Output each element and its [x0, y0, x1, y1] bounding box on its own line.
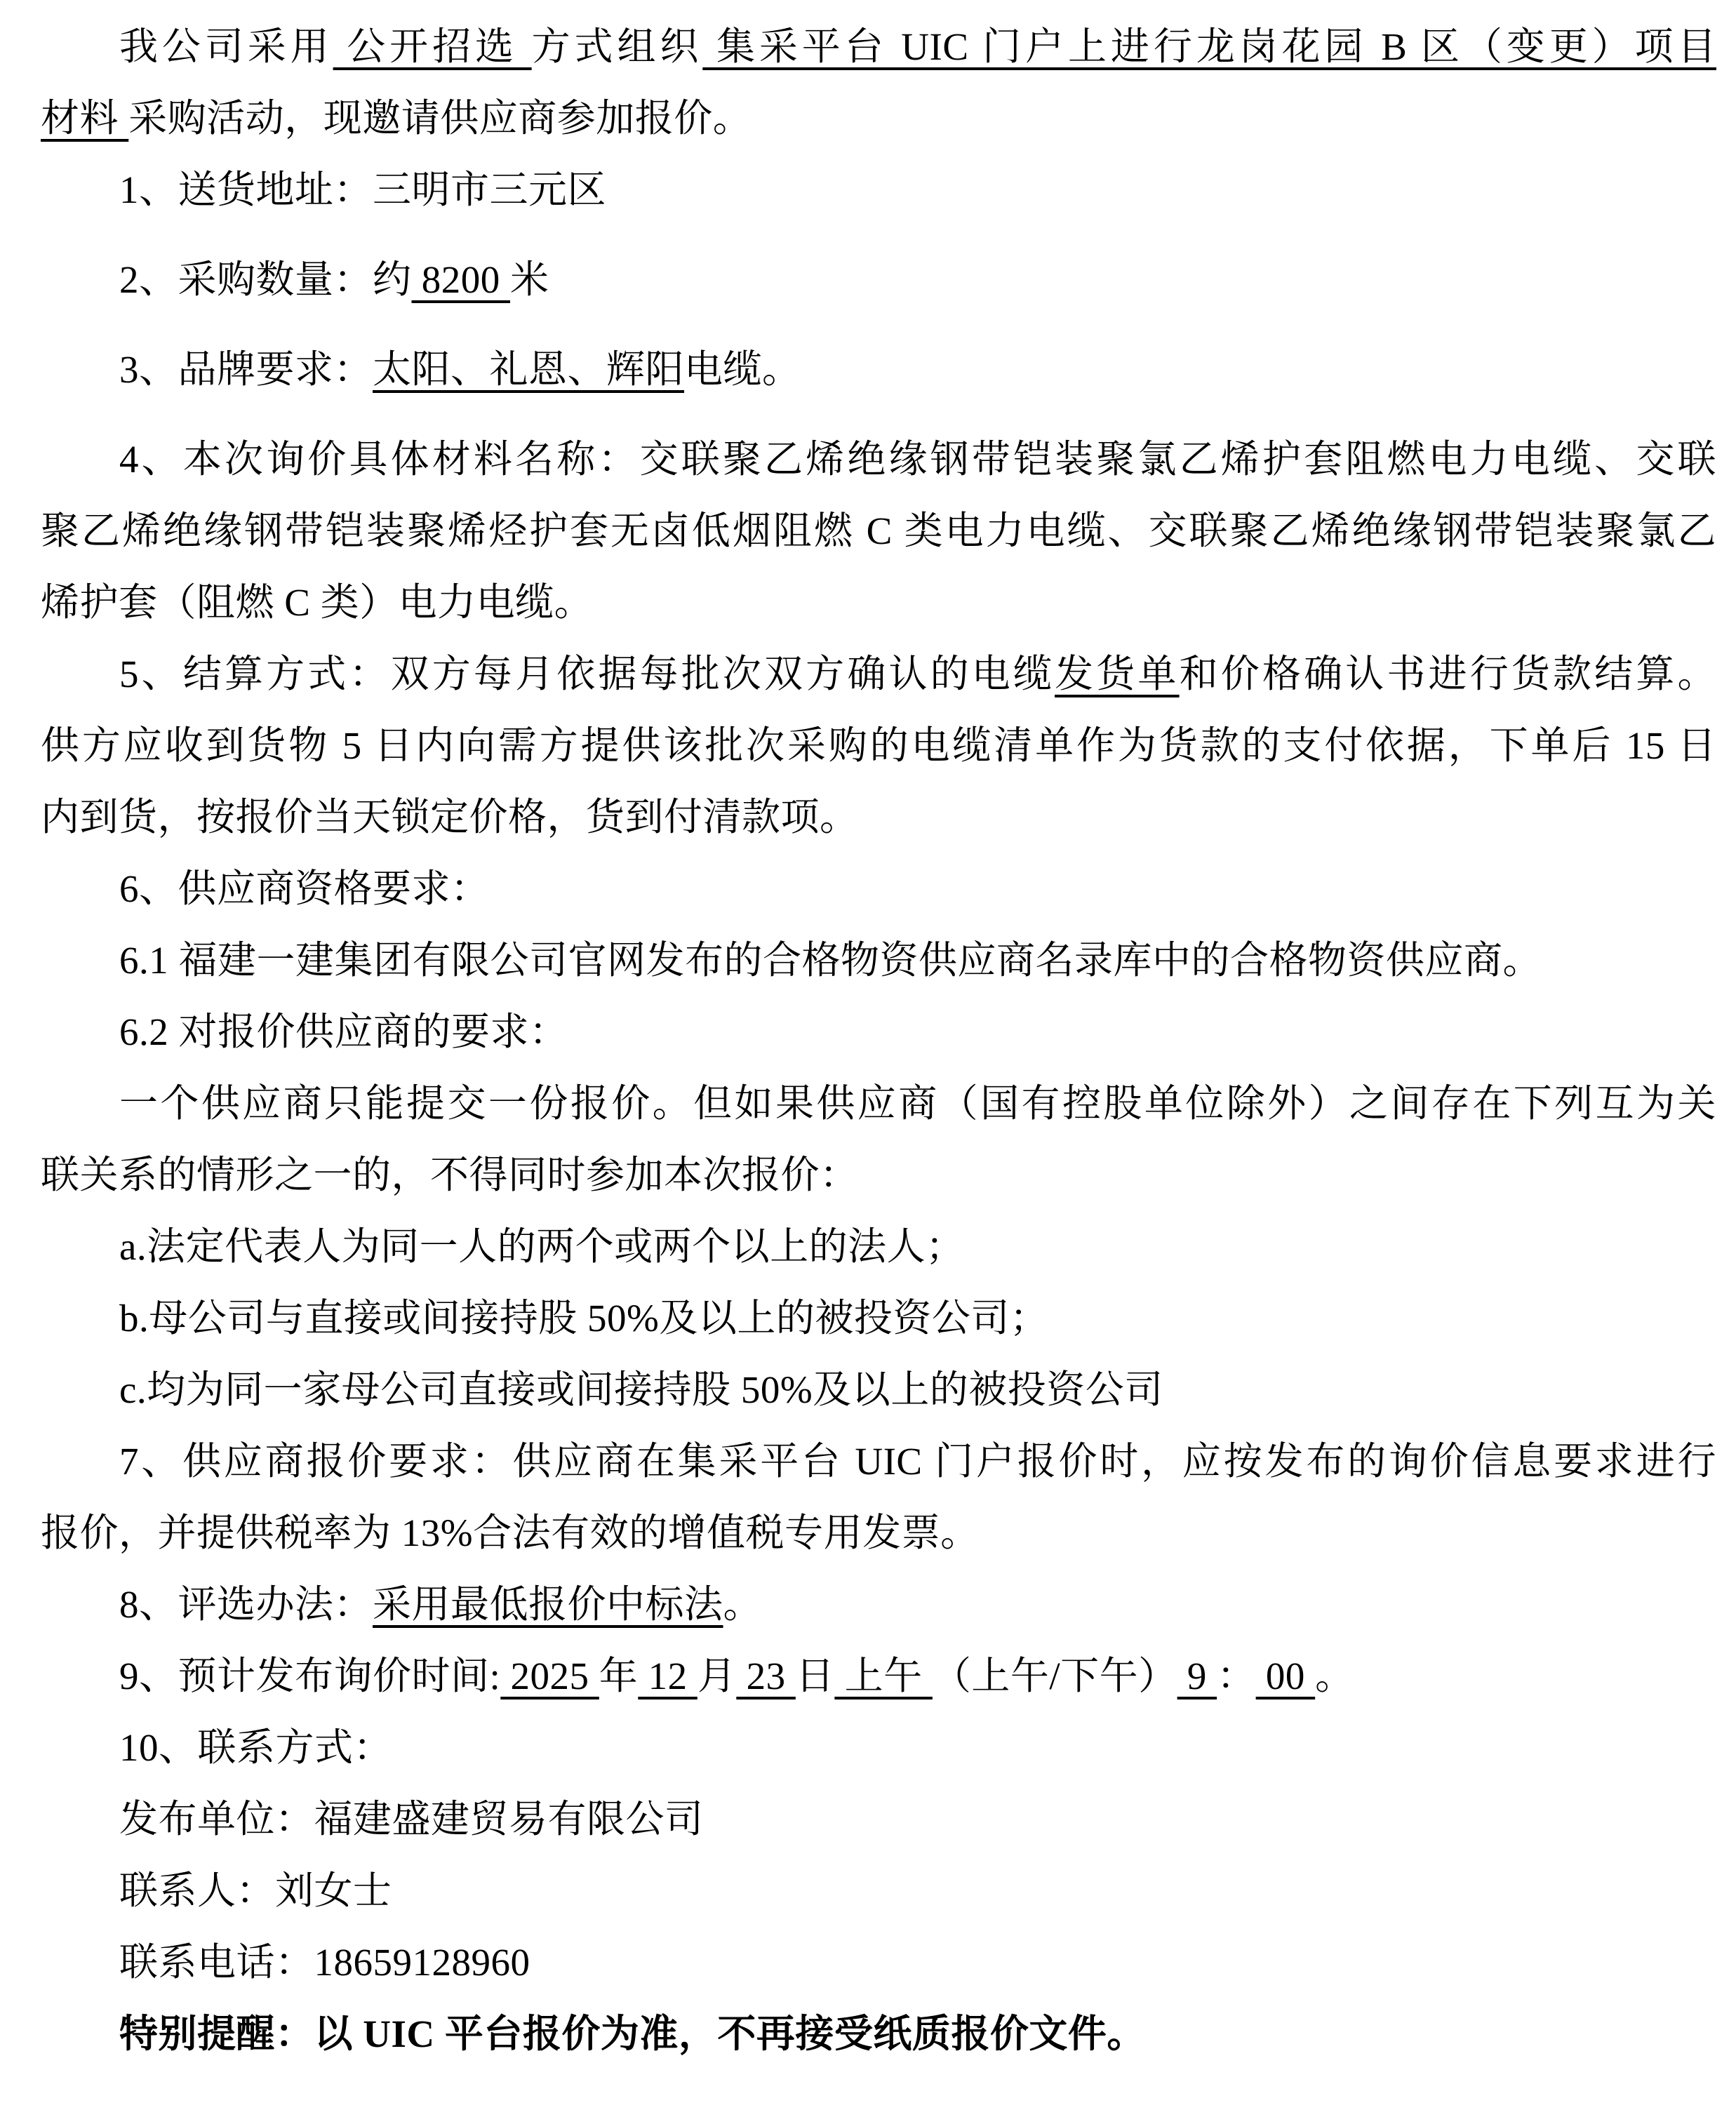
- text-segment: 5、结算方式：双方每月依据每批次双方确认的电缆: [119, 653, 1055, 695]
- item-4-material-names: [41, 424, 1716, 639]
- item-6-2-quote-requirements: [41, 996, 1716, 1068]
- text-segment: 采购活动，现邀请供应商参加报价。: [128, 97, 752, 140]
- text-segment: 2、采购数量：约: [119, 258, 412, 301]
- item-9-inquiry-time: [41, 1641, 1716, 1712]
- text-line: [41, 1283, 1716, 1354]
- text-segment: 方式组织: [531, 25, 703, 68]
- contact-phone-line: [41, 1927, 1716, 1998]
- text-line: [41, 11, 1716, 83]
- text-line: [41, 1426, 1716, 1497]
- item-6-1-qualified-suppliers: [41, 925, 1716, 996]
- text-segment: 和价格确认书进行货款结算。: [1179, 653, 1716, 695]
- text-segment: 7、供应商报价要求：供应商在集采平台 UIC 门户报价时，应按发布的询价信息要求进行: [119, 1440, 1716, 1483]
- text-line: [41, 1569, 1716, 1641]
- underlined-fill-in-text: 9: [1177, 1655, 1217, 1697]
- item-b-parent-company: [41, 1283, 1716, 1354]
- text-line: [41, 1140, 1716, 1211]
- item-c-same-parent: [41, 1354, 1716, 1426]
- text-segment: 联系电话：18659128960: [119, 1941, 530, 1984]
- association-restriction: [41, 1068, 1716, 1211]
- item-7-quotation-requirement: [41, 1426, 1716, 1569]
- text-segment: 6、供应商资格要求：: [119, 867, 490, 910]
- text-segment: 月: [697, 1655, 737, 1697]
- item-2-quantity: [41, 244, 1716, 316]
- underlined-fill-in-text: 材料: [41, 97, 129, 140]
- item-3-brand-requirement: [41, 334, 1716, 406]
- text-segment: c.均为同一家母公司直接或间接持股 50%及以上的被投资公司: [119, 1368, 1163, 1411]
- publisher-line: [41, 1784, 1716, 1855]
- text-segment: 一个供应商只能提交一份报价。但如果供应商（国有控股单位除外）之间存在下列互为关: [119, 1082, 1716, 1125]
- text-segment: 10、联系方式：: [119, 1726, 393, 1769]
- underlined-fill-in-text: 发货单: [1055, 653, 1180, 695]
- text-line: [41, 853, 1716, 925]
- text-line: [41, 1784, 1716, 1855]
- text-segment: 我公司采用: [119, 25, 333, 68]
- text-segment: 供方应收到货物 5 日内向需方提供该批次采购的电缆清单作为货款的支付依据，下单后 15 日: [41, 724, 1716, 767]
- item-10-contact: [41, 1712, 1716, 1784]
- text-line: [41, 1497, 1716, 1569]
- text-line: [41, 1354, 1716, 1426]
- intro-paragraph: [41, 11, 1716, 154]
- item-8-evaluation-method: [41, 1569, 1716, 1641]
- text-segment: 。: [723, 1583, 763, 1626]
- underlined-fill-in-text: 23: [736, 1655, 796, 1697]
- text-segment: 电缆。: [684, 348, 801, 391]
- text-segment: 8、评选办法：: [119, 1583, 373, 1626]
- text-segment: 联关系的情形之一的，不得同时参加本次报价：: [41, 1154, 859, 1196]
- item-a-legal-representative: [41, 1211, 1716, 1283]
- text-line: [41, 424, 1716, 495]
- underlined-fill-in-text: 8200: [411, 258, 511, 301]
- underlined-fill-in-text: 12: [638, 1655, 697, 1697]
- text-line: [41, 83, 1716, 154]
- text-segment: 发布单位：福建盛建贸易有限公司: [119, 1798, 704, 1841]
- text-segment: 聚乙烯绝缘钢带铠装聚烯烃护套无卤低烟阻燃 C 类电力电缆、交联聚乙烯绝缘钢带铠装聚氯乙: [41, 509, 1716, 552]
- text-line: [41, 782, 1716, 853]
- underlined-fill-in-text: 公开招选: [333, 25, 532, 68]
- text-line: [41, 710, 1716, 782]
- text-line: [41, 334, 1716, 406]
- text-segment: （上午/下午）: [932, 1655, 1177, 1697]
- underlined-fill-in-text: 采用最低报价中标法: [373, 1583, 723, 1626]
- text-line: [41, 1211, 1716, 1283]
- underlined-fill-in-text: 太阳、礼恩、辉阳: [373, 348, 685, 391]
- item-5-settlement: [41, 639, 1716, 853]
- text-line: [41, 1068, 1716, 1140]
- special-note-line: [41, 1998, 1716, 2070]
- text-line: [41, 1641, 1716, 1712]
- text-segment: b.母公司与直接或间接持股 50%及以上的被投资公司；: [119, 1297, 1049, 1340]
- item-6-supplier-qualification: [41, 853, 1716, 925]
- text-segment: 联系人：刘女士: [119, 1869, 392, 1912]
- text-segment: 日: [795, 1655, 835, 1697]
- text-segment: 年: [599, 1655, 639, 1697]
- text-segment: 6.2 对报价供应商的要求：: [119, 1010, 568, 1053]
- text-segment: 4、本次询价具体材料名称：交联聚乙烯绝缘钢带铠装聚氯乙烯护套阻燃电力电缆、交联: [119, 438, 1716, 481]
- text-line: [41, 925, 1716, 996]
- text-segment: 米: [510, 258, 549, 301]
- text-segment: 3、品牌要求：: [119, 348, 373, 391]
- text-segment: 6.1 福建一建集团有限公司官网发布的合格物资供应商名录库中的合格物资供应商。: [119, 939, 1542, 982]
- underlined-fill-in-text: 上午: [834, 1655, 933, 1697]
- underlined-fill-in-text: 集采平台 UIC 门户上进行龙岗花园 B 区（变更）项目: [702, 25, 1716, 68]
- text-line: [41, 495, 1716, 567]
- text-segment: 报价，并提供税率为 13%合法有效的增值税专用发票。: [41, 1511, 980, 1554]
- contact-person-line: [41, 1855, 1716, 1927]
- text-segment: a.法定代表人为同一人的两个或两个以上的法人；: [119, 1225, 965, 1268]
- text-segment: 9、预计发布询价时间:: [119, 1655, 501, 1697]
- text-line: [41, 567, 1716, 639]
- item-1-delivery-address: [41, 154, 1716, 226]
- underlined-fill-in-text: 2025: [500, 1655, 599, 1697]
- text-segment: 1、送货地址：三明市三元区: [119, 168, 607, 211]
- text-line: [41, 1998, 1716, 2070]
- text-line: [41, 244, 1716, 316]
- text-line: [41, 996, 1716, 1068]
- underlined-fill-in-text: 00: [1255, 1655, 1316, 1697]
- text-segment: 特别提醒：以 UIC 平台报价为准，不再接受纸质报价文件。: [119, 2012, 1146, 2055]
- text-line: [41, 1712, 1716, 1784]
- text-line: [41, 1927, 1716, 1998]
- text-segment: 烯护套（阻燃 C 类）电力电缆。: [41, 581, 594, 624]
- text-segment: 。: [1315, 1655, 1354, 1697]
- text-line: [41, 154, 1716, 226]
- text-segment: ：: [1217, 1655, 1256, 1697]
- text-line: [41, 639, 1716, 710]
- text-line: [41, 1855, 1716, 1927]
- text-segment: 内到货，按报价当天锁定价格，货到付清款项。: [41, 796, 859, 839]
